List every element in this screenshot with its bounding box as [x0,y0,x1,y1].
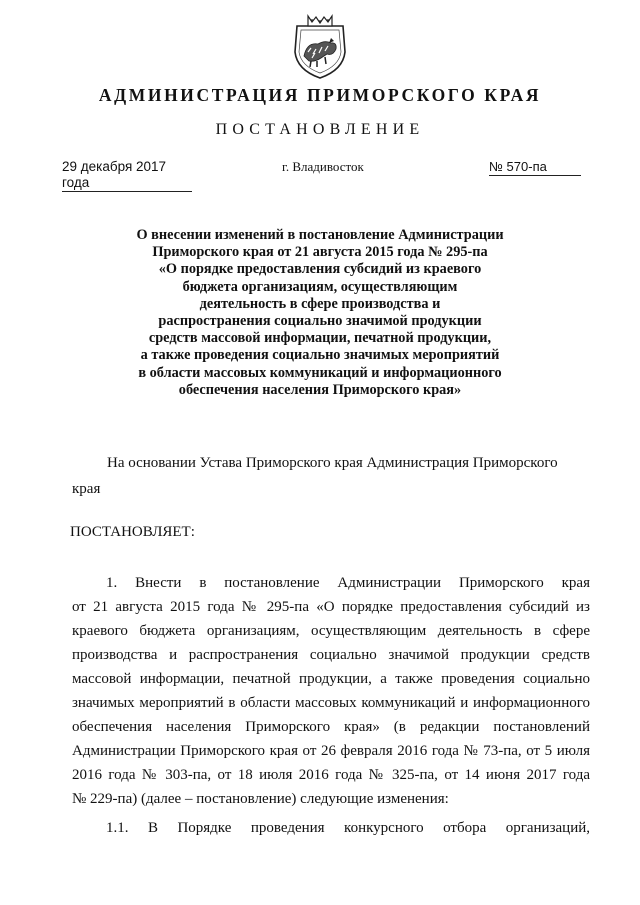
title-line: средств массовой информации, печатной продукции, [148,330,492,347]
paragraph-line: краевого бюджета организациям, осуществляющим деятельность в сфере [72,623,590,639]
paragraph-line: производства и распространения социально значимой продукции средств [72,647,590,663]
paragraph-line: от 21 августа 2015 года № 295-па «О порядке предоставления субсидий из [72,599,590,615]
paragraph-line: Администрации Приморского края от 26 февраля 2016 года № 73-па, от 5 июля [72,743,590,759]
coat-of-arms-icon [291,12,349,80]
title-line: О внесении изменений в постановление Администрации [136,227,504,243]
document-type-heading: ПОСТАНОВЛЕНИЕ [215,121,425,138]
title-line: а также проведения социально значимых мероприятий [140,347,500,364]
paragraph-line: 1. Внести в постановление Администрации Приморского края [106,575,590,591]
title-line: в области массовых коммуникаций и информационного [138,364,502,381]
paragraph-2-line: 1.1. В Порядке проведения конкурсного отбора организаций, [106,820,590,836]
document-city: г. Владивосток [282,159,364,174]
paragraph-line: № 229-па) (далее – постановление) следующие изменения: [72,791,449,807]
title-line: деятельность в сфере производства и [199,295,441,312]
paragraph-line: массовой информации, печатной продукции, а также проведения социально [72,671,590,687]
title-line: обеспечения населения Приморского края» [178,381,462,398]
basis-text: На основании Устава Приморского края Администрация Приморского [107,455,558,471]
document-number: № 570-па [489,159,581,176]
paragraph-line: обеспечения населения Приморского края» (в редакции постановлений [72,719,590,735]
title-line: Приморского края от 21 августа 2015 года № 295-па [152,244,488,261]
basis-text-continued: края [72,481,101,497]
title-line: «О порядке предоставления субсидий из краевого [158,261,482,278]
document-title [100,227,540,399]
document-date: 29 декабря 2017 года [62,159,192,192]
organization-heading: АДМИНИСТРАЦИЯ ПРИМОРСКОГО КРАЯ [98,85,542,105]
paragraph-line: значимых мероприятий в области массовых коммуникаций и информационного [72,695,590,711]
title-line: распространения социально значимой продукции [158,313,482,330]
paragraph-line: 2016 года № 303-па, от 18 июля 2016 года № 325-па, от 14 июня 2017 года [72,767,590,783]
title-line: бюджета организациям, осуществляющим [182,278,458,295]
resolves-heading: ПОСТАНОВЛЯЕТ: [70,524,195,540]
